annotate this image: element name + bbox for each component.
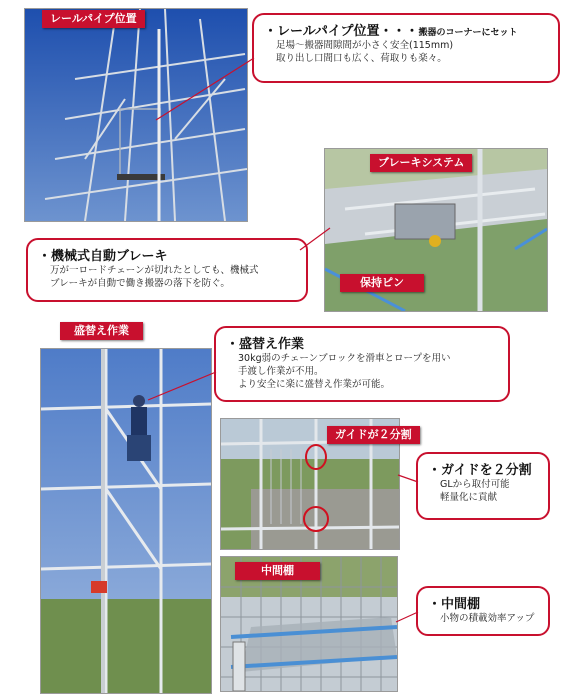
rail-pipe-callout <box>252 13 560 83</box>
rail-pipe-tag: レールパイプ位置 <box>42 10 145 28</box>
rail-pipe-body-2: 取り出し口間口も広く、荷取りも楽々。 <box>276 53 447 64</box>
remount-callout <box>214 326 510 402</box>
rail-pipe-body-1: 足場～搬器間隙間が小さく安全(115mm) <box>276 40 454 51</box>
remount-body-3: より安全に楽に盛替え作業が可能。 <box>238 379 391 390</box>
guide-body-1: GLから取付可能 <box>440 479 510 490</box>
remount-tag: 盛替え作業 <box>60 322 143 340</box>
remount-body-2: 手渡し作業が不用。 <box>238 366 324 377</box>
holding-pin-tag: 保持ピン <box>340 274 424 292</box>
remount-title: ・盛替え作業 <box>226 337 305 352</box>
brake-body-1: 万が一ロードチェーンが切れたとしても、機械式 <box>50 265 259 276</box>
shelf-title: ・中間棚 <box>428 597 481 612</box>
shelf-callout <box>416 586 550 636</box>
brake-title: ・機械式自動ブレーキ <box>38 249 168 264</box>
guide-tag: ガイドが２分割 <box>327 426 420 444</box>
remount-photo <box>40 348 212 694</box>
shelf-body-1: 小物の積載効率アップ <box>440 613 535 624</box>
brake-callout <box>26 238 308 302</box>
guide-title: ・ガイドを２分割 <box>428 463 532 478</box>
remount-body-1: 30kg弱のチェーンブロックを滑車とロープを用い <box>238 353 451 364</box>
rail-pipe-photo <box>24 8 248 222</box>
rail-pipe-title: ・レールパイプ位置・・・搬器のコーナーにセット <box>264 24 518 39</box>
shelf-tag: 中間棚 <box>235 562 320 580</box>
guide-body-2: 軽量化に貢献 <box>440 492 498 503</box>
brake-system-tag: ブレーキシステム <box>370 154 472 172</box>
guide-callout <box>416 452 550 520</box>
brake-body-2: ブレーキが自動で働き搬器の落下を防ぐ。 <box>50 278 230 289</box>
